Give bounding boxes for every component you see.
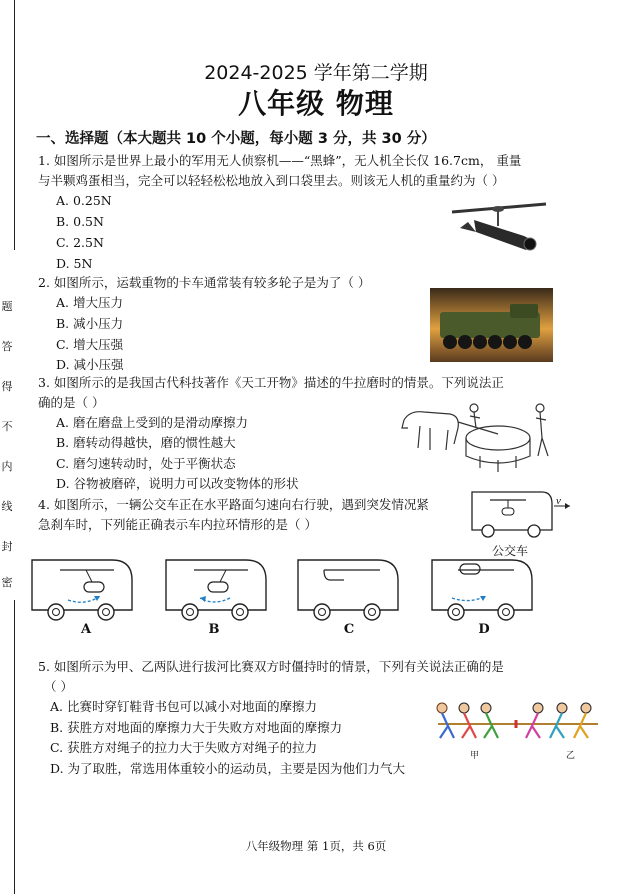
- option-a: A. 比赛时穿钉鞋背书包可以减小对地面的摩擦力: [50, 699, 317, 714]
- option-d: D. 5N: [56, 256, 93, 271]
- bus-option-a: [30, 558, 136, 624]
- option-a: A. 磨在磨盘上受到的是滑动摩擦力: [56, 415, 248, 430]
- bus-reference-figure: [468, 486, 576, 538]
- bus-option-d: [430, 558, 536, 624]
- choice-label-d: D: [478, 622, 490, 637]
- bus-option-b: [164, 558, 270, 624]
- choice-label-c: C: [343, 622, 355, 637]
- ox-mill-figure: [400, 398, 555, 474]
- margin-char: 答: [1, 340, 13, 353]
- margin-char: 线: [1, 500, 13, 513]
- question-stem: 急刹车时，下列能正确表示车内拉环情形的是（ ）: [38, 517, 317, 532]
- page-footer: 八年级物理 第 1页，共 6页: [245, 839, 387, 853]
- heavy-truck-figure: [430, 288, 553, 362]
- question-stem: 2. 如图所示，运载重物的卡车通常装有较多轮子是为了（ ）: [38, 275, 371, 290]
- margin-char: 不: [1, 420, 13, 433]
- margin-char: 得: [1, 380, 13, 393]
- margin-line-top: [14, 0, 15, 250]
- option-c: C. 获胜方对绳子的拉力大于失败方对绳子的拉力: [50, 740, 318, 755]
- exam-term: 2024-2025 学年第二学期: [204, 62, 428, 84]
- option-c: C. 磨匀速转动时，处于平衡状态: [56, 456, 236, 471]
- question-stem: 5. 如图所示为甲、乙两队进行拔河比赛双方时僵持时的情景，下列有关说法正确的是: [38, 659, 504, 674]
- question-stem: 4. 如图所示，一辆公交车正在水平路面匀速向右行驶，遇到突发情况紧: [38, 497, 429, 512]
- option-b: B. 获胜方对地面的摩擦力大于失败方对地面的摩擦力: [50, 720, 343, 735]
- option-b: B. 减小压力: [56, 316, 124, 331]
- option-a: A. 增大压力: [56, 295, 123, 310]
- section-title: 一、选择题（本大题共 10 个小题，每小题 3 分，共 30 分）: [36, 131, 436, 147]
- option-c: C. 2.5N: [56, 235, 104, 250]
- velocity-label: v: [556, 495, 561, 507]
- bus-option-c: [296, 558, 402, 624]
- choice-label-b: B: [208, 622, 220, 637]
- tug-of-war-figure: [428, 698, 604, 764]
- question-stem: 3. 如图所示的是我国古代科技著作《天工开物》描述的牛拉磨时的情景。下列说法正: [38, 375, 504, 390]
- question-stem: 1. 如图所示是世界上最小的军用无人侦察机——“黑蜂”，无人机全长仅 16.7cm， 重量: [38, 153, 522, 168]
- choice-label-a: A: [80, 622, 92, 637]
- option-a: A. 0.25N: [56, 193, 112, 208]
- margin-char: 封: [1, 540, 13, 553]
- option-d: D. 减小压强: [56, 357, 124, 372]
- figure-caption: 公交车: [492, 544, 529, 558]
- option-b: B. 0.5N: [56, 214, 104, 229]
- question-stem: 确的是（ ）: [38, 395, 105, 410]
- drone-figure: [446, 192, 554, 266]
- option-d: D. 谷物被磨碎，说明力可以改变物体的形状: [56, 476, 299, 491]
- team-label-jia: 甲: [470, 751, 480, 761]
- question-stem: （ ）: [44, 679, 73, 694]
- option-b: B. 磨转动得越快，磨的惯性越大: [56, 435, 236, 450]
- margin-char: 密: [1, 576, 13, 589]
- option-d: D. 为了取胜，常选用体重较小的运动员，主要是因为他们力气大: [50, 761, 406, 776]
- team-label-yi: 乙: [566, 751, 576, 761]
- margin-char: 题: [1, 300, 13, 313]
- option-c: C. 增大压强: [56, 337, 124, 352]
- exam-title: 八年级 物理: [238, 87, 394, 120]
- question-stem: 与半颗鸡蛋相当，完全可以轻轻松松地放入到口袋里去。则该无人机的重量约为（ ）: [38, 173, 505, 188]
- margin-char: 内: [1, 460, 13, 473]
